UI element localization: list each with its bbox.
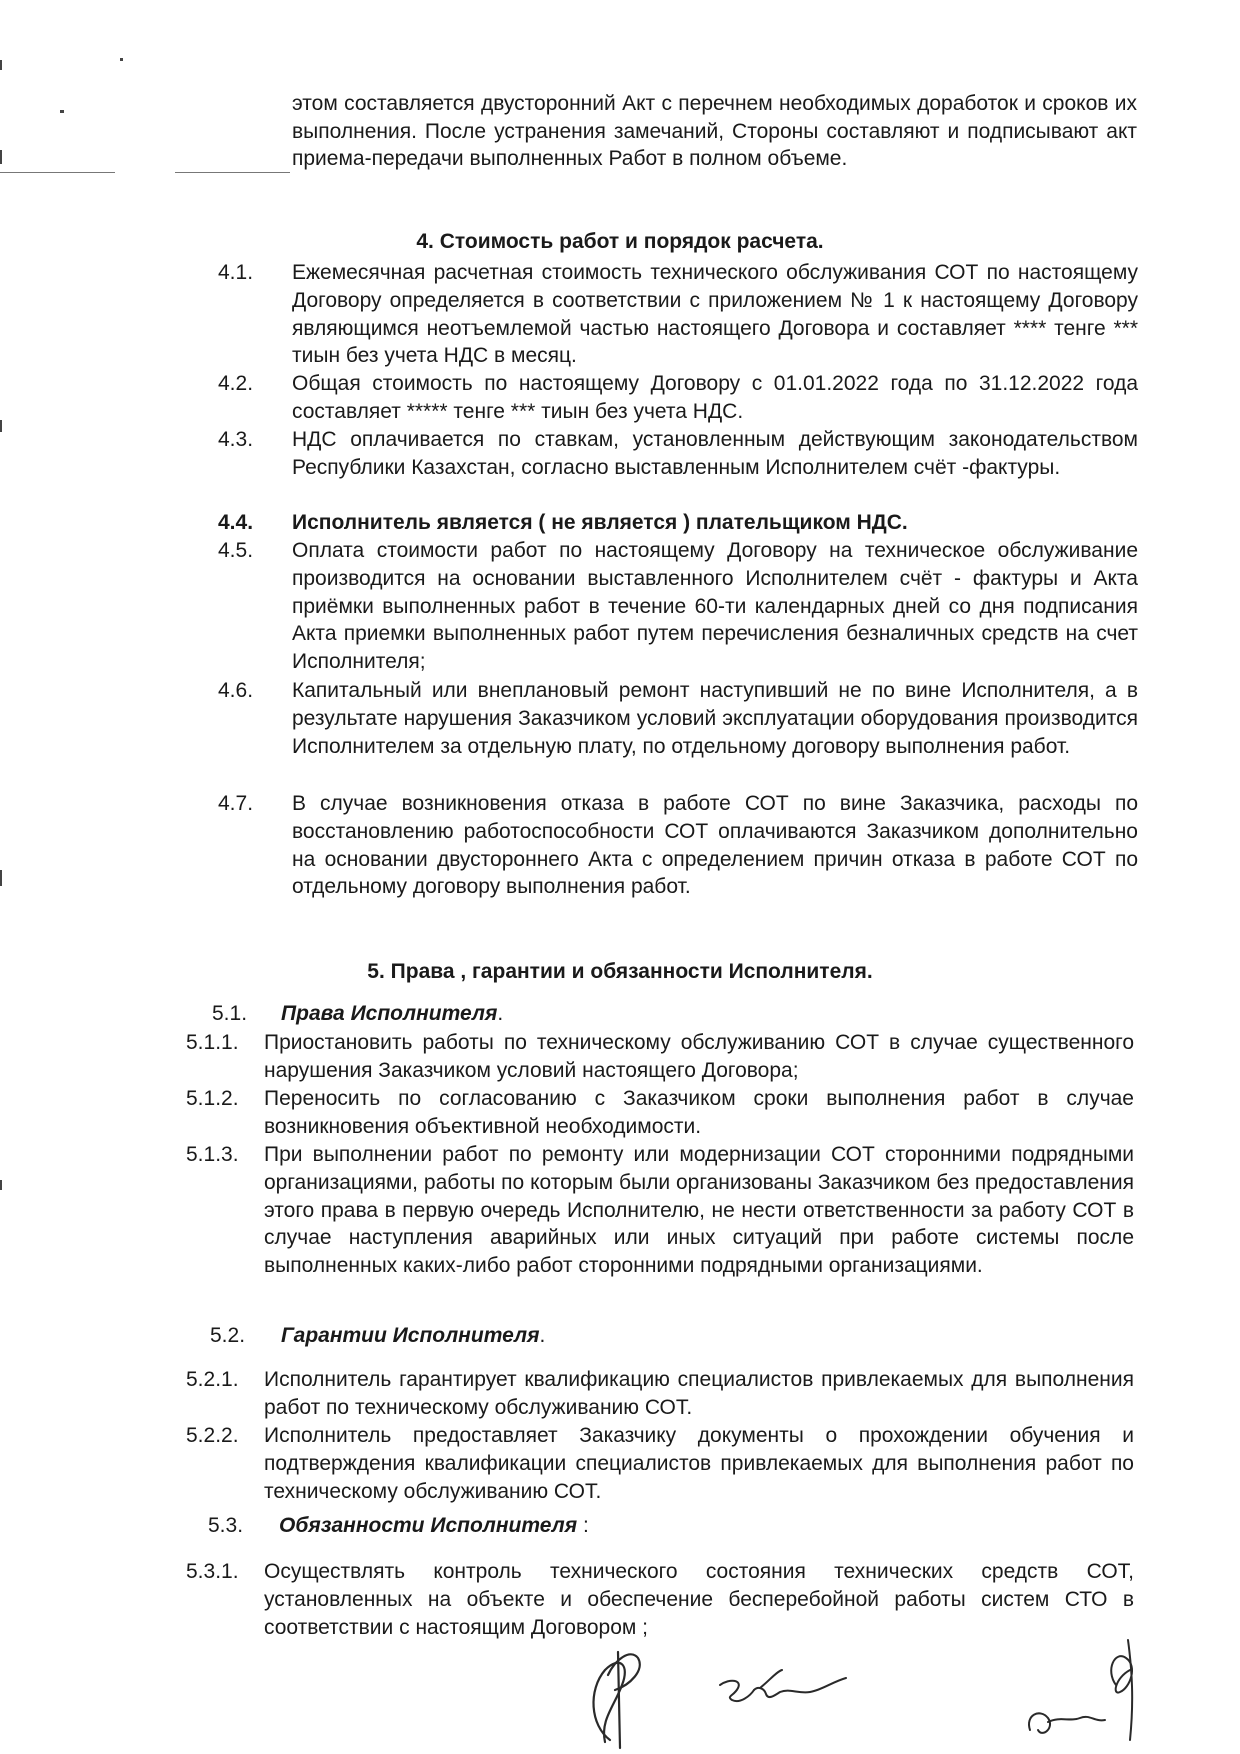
signature-3	[1029, 1640, 1132, 1740]
clause-number: 4.7.	[218, 792, 254, 815]
scan-line	[175, 172, 290, 173]
clause-text: Осуществлять контроль технического состояния технических средств СОТ, установленных на объекте и обеспечение бесперебойной работы систем СТО в соответствии с настоящим Договором ;	[264, 1560, 1134, 1639]
subsection-5-3-heading	[208, 1512, 589, 1540]
subsection-title: Гарантии Исполнителя	[281, 1324, 540, 1347]
clause-number: 5.2.2.	[186, 1424, 239, 1447]
clause-text: Исполнитель является ( не является ) плательщиком НДС.	[292, 511, 908, 534]
clause-text: При выполнении работ по ремонту или модернизации СОТ сторонними подрядными организациями, работы по которым были организованы Заказчиком без предоставления этого права в первую очередь Исполнителю, не нести ответственности за работу СОТ в случае наступления аварийных или иных ситуаций при работе системы после выполненных каких-либо работ сторонними подрядными организациями.	[264, 1143, 1134, 1278]
clause-number: 4.3.	[218, 428, 254, 451]
subsection-number: 5.2.	[210, 1324, 246, 1347]
scan-mark	[60, 110, 64, 113]
scan-mark	[120, 58, 123, 61]
clause-text: Исполнитель предоставляет Заказчику документы о прохождении обучения и подтверждения квалификации специалистов привлекаемых для выполнения работ по техническому обслуживанию СОТ.	[264, 1424, 1134, 1503]
subsection-5-1-heading	[212, 1000, 503, 1028]
clause-number: 4.2.	[218, 372, 254, 395]
subsection-title: Обязанности Исполнителя	[279, 1514, 578, 1537]
clause-number: 5.1.2.	[186, 1087, 239, 1110]
clause-number: 4.4.	[218, 511, 254, 534]
subsection-5-2-heading	[210, 1322, 545, 1350]
clause-number: 4.5.	[218, 539, 254, 562]
scan-mark	[0, 870, 2, 886]
clause-number: 5.1.3.	[186, 1143, 239, 1166]
subsection-suffix: .	[539, 1324, 546, 1347]
clause-text: В случае возникновения отказа в работе СОТ по вине Заказчика, расходы по восстановлению работоспособности СОТ оплачиваются Заказчиком дополнительно на основании двустороннего Акта с определением причин отказа в работе СОТ по отдельному договору выполнения работ.	[292, 792, 1138, 899]
subsection-number: 5.3.	[208, 1514, 244, 1537]
signatures	[560, 1630, 1220, 1750]
scan-mark	[0, 1180, 2, 1190]
scan-mark	[0, 150, 2, 164]
clause-number: 5.3.1.	[186, 1560, 239, 1583]
subsection-suffix: :	[577, 1514, 589, 1537]
clause-number: 5.1.1.	[186, 1031, 239, 1054]
clause-text: Оплата стоимости работ по настоящему Договору на техническое обслуживание производится на основании выставленного Исполнителем счёт - фактуры и Акта приёмки выполненных работ в течение 60-ти календарных дней со дня подписания Акта приемки выполненных работ путем перечисления безналичных средств на счет Исполнителя;	[292, 539, 1138, 674]
clause-text: Ежемесячная расчетная стоимость технического обслуживания СОТ по настоящему Договору определяется в соответствии с приложением № 1 к настоящему Договору являющимся неотъемлемой частью настоящего Договора и составляет **** тенге *** тиын без учета НДС в месяц.	[292, 261, 1138, 368]
clause-text: Капитальный или внеплановый ремонт наступивший не по вине Исполнителя, а в результате нарушения Заказчиком условий эксплуатации оборудования производится Исполнителем за отдельную плату, по отдельному договору выполнения работ.	[292, 679, 1138, 758]
section-4-heading: 4. Стоимость работ и порядок расчета.	[416, 230, 824, 253]
clause-number: 5.2.1.	[186, 1368, 239, 1391]
signature-1	[594, 1652, 640, 1748]
clause-text: Переносить по согласованию с Заказчиком сроки выполнения работ в случае возникновения объективной необходимости.	[264, 1087, 1134, 1138]
subsection-suffix: .	[497, 1002, 504, 1025]
signature-2	[720, 1670, 846, 1701]
clause-number: 4.1.	[218, 261, 254, 284]
subsection-number: 5.1.	[212, 1002, 248, 1025]
clause-text: Приостановить работы по техническому обслуживанию СОТ в случае существенного нарушения Заказчиком условий настоящего Договора;	[264, 1031, 1134, 1082]
clause-text: Исполнитель гарантирует квалификацию специалистов привлекаемых для выполнения работ по техническому обслуживанию СОТ.	[264, 1368, 1134, 1419]
clause-text: НДС оплачивается по ставкам, установленным действующим законодательством Республики Казахстан, согласно выставленным Исполнителем счёт -фактуры.	[292, 428, 1138, 479]
intro-paragraph: этом составляется двусторонний Акт с перечнем необходимых доработок и сроков их выполнения. После устранения замечаний, Стороны составляют и подписывают акт приема-передачи выполненных Работ в полном объеме.	[292, 92, 1137, 170]
subsection-title: Права Исполнителя	[281, 1002, 498, 1025]
clause-text: Общая стоимость по настоящему Договору с 01.01.2022 года по 31.12.2022 года составляет ***** тенге *** тиын без учета НДС.	[292, 372, 1138, 423]
clause-number: 4.6.	[218, 679, 254, 702]
scan-mark	[0, 420, 2, 432]
scan-mark	[0, 60, 2, 70]
section-5-heading: 5. Права , гарантии и обязанности Исполнителя.	[367, 960, 873, 983]
scan-line	[0, 172, 115, 173]
